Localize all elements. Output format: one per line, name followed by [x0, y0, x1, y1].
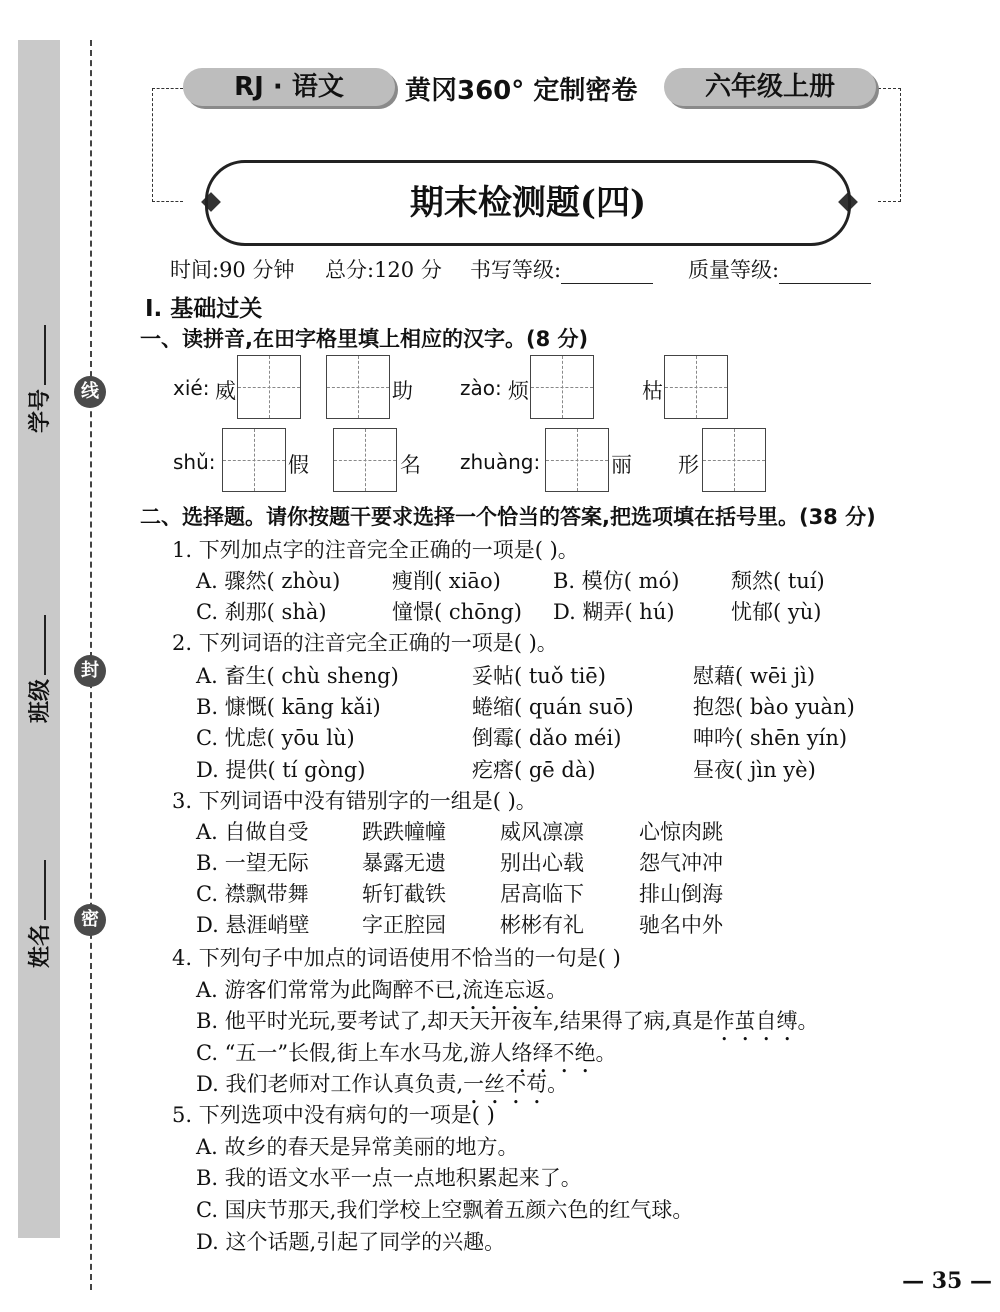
option: B. 慷慨( kāng kǎi) — [196, 695, 381, 719]
student-id-label: 学号 — [23, 325, 53, 445]
option: D. 这个话题,引起了同学的兴趣。 — [196, 1230, 506, 1254]
option: D. 悬涯峭壁 — [196, 913, 310, 937]
seal-secret-mark: 密 — [74, 904, 106, 936]
option: A. 自做自受 — [196, 820, 309, 844]
quality-grade: 质量等级: — [688, 254, 871, 284]
q1-grid[interactable] — [333, 428, 397, 492]
option: 慰藉( wēi jì) — [693, 664, 816, 688]
q1-grid[interactable] — [545, 428, 609, 492]
option: 居高临下 — [500, 882, 584, 906]
part-heading: Ⅰ. 基础过关 — [145, 296, 263, 322]
q1-grid[interactable] — [702, 428, 766, 492]
sentence-option: D. 我们老师对工作认真负责,一丝不苟。 — [196, 1072, 569, 1096]
option: 斩钉截铁 — [362, 882, 446, 906]
q1-heading: 一、读拼音,在田字格里填上相应的汉字。(8 分) — [140, 327, 589, 351]
option: 威风凛凛 — [500, 820, 584, 844]
q1-r2-char4: 形 — [678, 453, 699, 477]
q1-r1-pinyin1: xié: — [173, 376, 210, 400]
sentence-option: C. “五一”长假,街上车水马龙,游人络绎不绝。 — [196, 1041, 617, 1065]
brand-text: 黄冈360° 定制密卷 — [405, 76, 638, 106]
q1-r1-char3: 烦 — [508, 379, 529, 403]
option: 彬彬有礼 — [500, 913, 584, 937]
option: 暴露无遗 — [362, 851, 446, 875]
q1-grid[interactable] — [530, 355, 594, 419]
name-label: 姓名 — [23, 860, 53, 980]
option: 怨气冲冲 — [639, 851, 723, 875]
option: 忧郁( yù) — [731, 600, 822, 624]
writing-grade: 书写等级: — [470, 254, 653, 284]
option: 昼夜( jìn yè) — [693, 758, 816, 782]
sentence-option: B. 他平时光玩,要考试了,却天天开夜车,结果得了病,真是作茧自缚。 — [196, 1009, 819, 1033]
q1-r2-pinyin1: shǔ: — [173, 450, 216, 474]
option: C. 刹那( shà) — [196, 600, 327, 624]
class-label: 班级 — [23, 615, 53, 735]
q2-item5-stem: 5. 下列选项中没有病句的一项是( ) — [172, 1103, 495, 1127]
header-bracket-left — [152, 88, 183, 202]
option: 倒霉( dǎo méi) — [472, 726, 622, 750]
q1-r1-char1: 威 — [215, 379, 236, 403]
q1-r1-char2: 助 — [392, 379, 413, 403]
q1-r2-char3: 丽 — [611, 453, 632, 477]
q1-r1-pinyin2: zào: — [460, 376, 502, 400]
q1-grid[interactable] — [326, 355, 390, 419]
option: 颓然( tuí) — [731, 569, 825, 593]
q2-item2-stem: 2. 下列词语的注音完全正确的一项是( )。 — [172, 631, 558, 655]
grade-pill: 六年级上册 — [664, 68, 876, 106]
option: B. 一望无际 — [196, 851, 309, 875]
q1-r2-pinyin2: zhuàng: — [460, 450, 541, 474]
q1-grid[interactable] — [664, 355, 728, 419]
q1-r2-char2: 名 — [400, 453, 421, 477]
quality-grade-blank[interactable] — [779, 263, 871, 284]
option: 憧憬( chōng) — [392, 600, 522, 624]
option: 疙瘩( gē dà) — [472, 758, 596, 782]
option: 排山倒海 — [639, 882, 723, 906]
header-bracket-right — [878, 88, 901, 202]
option: C. 襟飘带舞 — [196, 882, 309, 906]
total-score: 总分:120 分 — [325, 258, 442, 282]
option: 别出心载 — [500, 851, 584, 875]
q2-heading: 二、选择题。请你按题干要求选择一个恰当的答案,把选项填在括号里。(38 分) — [140, 505, 876, 529]
q2-item4-stem: 4. 下列句子中加点的词语使用不恰当的一句是( ) — [172, 946, 621, 970]
option: C. 忧虑( yōu lù) — [196, 726, 355, 750]
option: 瘦削( xiāo) — [392, 569, 501, 593]
seal-line-mark: 线 — [74, 376, 106, 408]
option: C. 国庆节那天,我们学校上空飘着五颜六色的红气球。 — [196, 1198, 694, 1222]
q2-item1-stem: 1. 下列加点字的注音完全正确的一项是( )。 — [172, 538, 579, 562]
q1-grid[interactable] — [237, 355, 301, 419]
option: B. 模仿( mó) — [553, 569, 680, 593]
writing-grade-blank[interactable] — [561, 263, 653, 284]
option: 妥帖( tuǒ tiē) — [472, 664, 606, 688]
page-number: — 35 — — [902, 1268, 992, 1294]
seal-seal-mark: 封 — [74, 655, 106, 687]
q1-r1-char4: 枯 — [642, 379, 663, 403]
option: 蜷缩( quán suō) — [472, 695, 634, 719]
q1-r2-char1: 假 — [288, 453, 309, 477]
time-info: 时间:90 分钟 — [170, 258, 295, 282]
option: 抱怨( bào yuàn) — [693, 695, 855, 719]
option: 驰名中外 — [639, 913, 723, 937]
option: D. 糊弄( hú) — [553, 600, 675, 624]
q2-item3-stem: 3. 下列词语中没有错别字的一组是( )。 — [172, 789, 537, 813]
option: A. 故乡的春天是异常美丽的地方。 — [196, 1135, 519, 1159]
q1-grid[interactable] — [222, 428, 286, 492]
subject-pill: RJ · 语文 — [183, 68, 395, 106]
option: A. 骤然( zhòu) — [196, 569, 341, 593]
option: 呻吟( shēn yín) — [693, 726, 848, 750]
option: B. 我的语文水平一点一点地积累起来了。 — [196, 1166, 582, 1190]
option: 跌跌幢幢 — [362, 820, 446, 844]
option: 心惊肉跳 — [639, 820, 723, 844]
sentence-option: A. 游客们常常为此陶醉不已,流连忘返。 — [196, 978, 568, 1002]
option: 字正腔园 — [362, 913, 446, 937]
page-title: 期末检测题(四) — [205, 160, 851, 246]
option: A. 畜生( chù sheng) — [196, 664, 399, 688]
option: D. 提供( tí gòng) — [196, 758, 366, 782]
